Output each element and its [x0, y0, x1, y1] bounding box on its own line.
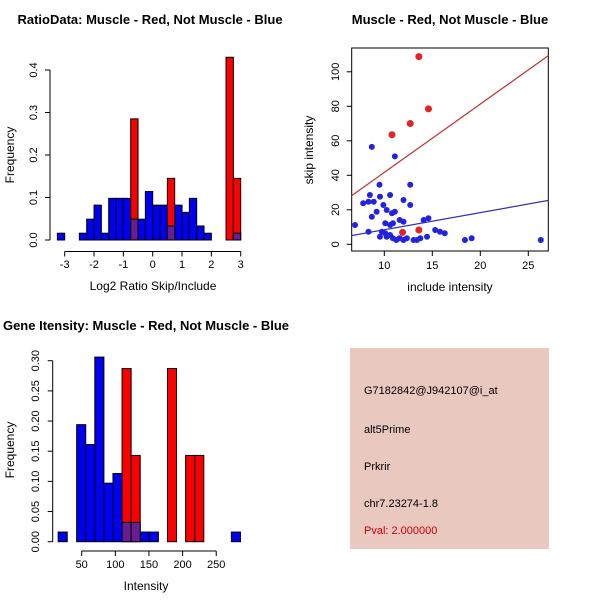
x-tick-label: 2 [208, 259, 215, 271]
blue-histogram-bar [153, 205, 160, 240]
blue-histogram-bar [204, 233, 211, 240]
data-point [401, 197, 407, 203]
x-tick-label: 200 [173, 559, 192, 571]
blue-histogram-bar [160, 205, 167, 240]
blue-histogram-bar [197, 226, 204, 240]
y-tick-label: 0.05 [30, 500, 42, 523]
pval-text: Pval: 2.000000 [364, 525, 438, 537]
data-point [387, 222, 393, 228]
probe-id-text: G7182842@J942107@i_at [364, 385, 498, 397]
x-tick-label: 25 [522, 260, 535, 272]
data-point [462, 237, 468, 243]
y-tick-label: 80 [330, 100, 342, 113]
x-axis-title: Log2 Ratio Skip/Include [89, 279, 217, 293]
blue-histogram-bar [138, 219, 145, 240]
blue-histogram-bar [175, 205, 182, 240]
data-point [377, 234, 383, 240]
data-point [407, 202, 413, 208]
gene-name-text: Prkrir [364, 461, 391, 473]
chart-title: Muscle - Red, Not Muscle - Blue [351, 12, 549, 27]
info-card [350, 348, 549, 549]
blue-histogram-bar [58, 532, 67, 542]
data-point [377, 194, 383, 200]
x-axis-title: include intensity [407, 280, 493, 294]
data-point [387, 192, 393, 198]
data-point [384, 207, 390, 213]
y-tick-label: 40 [330, 169, 342, 182]
x-tick-label: 250 [207, 559, 226, 571]
y-axis-title: Frequency [3, 421, 17, 479]
x-tick-label: 15 [426, 260, 439, 272]
data-point [415, 226, 422, 233]
data-point [415, 53, 422, 60]
y-tick-label: 0.2 [28, 147, 40, 163]
intensity-scatter-panel [300, 0, 600, 300]
x-tick-label: 3 [237, 259, 244, 271]
red-histogram-bar [195, 455, 204, 541]
x-tick-label: 50 [75, 559, 88, 571]
x-tick-label: 1 [178, 259, 186, 271]
data-point [407, 120, 414, 127]
data-point [369, 144, 375, 150]
data-point [401, 219, 407, 225]
blue-histogram-bar [57, 233, 64, 240]
x-tick-label: -3 [59, 259, 70, 271]
red-histogram-bar [122, 369, 131, 542]
overlap-histogram-bar [131, 219, 138, 240]
blue-histogram-bar [140, 532, 149, 542]
overlap-histogram-bar [167, 226, 174, 240]
locus-text: chr7.23274-1.8 [364, 498, 438, 510]
data-point [442, 230, 448, 236]
y-tick-label: 0.30 [30, 349, 42, 372]
red-points-group [388, 53, 431, 236]
blue-histogram-bar [149, 532, 158, 542]
blue-histogram-bar [86, 445, 95, 542]
overlap-histogram-bar [233, 233, 240, 240]
blue-histogram-bar [87, 219, 94, 240]
x-tick-label: 150 [139, 559, 159, 571]
plot-box [352, 48, 549, 251]
bars-group [58, 357, 240, 542]
blue-histogram-bar [113, 474, 122, 542]
red-histogram-bar [233, 178, 240, 240]
blue-histogram-bar [116, 198, 123, 240]
data-point [407, 182, 413, 188]
data-point [369, 214, 375, 220]
blue-histogram-bar [189, 198, 196, 240]
x-tick-label: -1 [118, 259, 129, 271]
y-tick-label: 0.15 [30, 440, 42, 462]
data-point [374, 209, 380, 215]
y-tick-label: 100 [330, 62, 342, 81]
data-point [365, 229, 371, 235]
x-tick-label: 10 [378, 260, 391, 272]
data-point [367, 192, 373, 198]
ratio-histogram-panel [0, 0, 300, 300]
x-tick-label: 0 [149, 259, 156, 271]
x-tick-label: 100 [106, 559, 125, 571]
blue-histogram-bar [109, 198, 116, 240]
data-point [380, 202, 386, 208]
blue-histogram-bar [77, 425, 86, 542]
data-point [421, 217, 427, 223]
y-tick-label: 0.25 [30, 380, 42, 402]
data-point [384, 234, 390, 240]
data-point [425, 105, 432, 112]
bars-group [57, 57, 240, 240]
data-point [424, 234, 430, 240]
y-tick-label: 0.0 [28, 232, 40, 248]
chart-title: Gene Itensity: Muscle - Red, Not Muscle - Blue [2, 318, 290, 333]
blue-histogram-bar [79, 233, 86, 240]
blue-histogram-bar [94, 205, 101, 240]
data-point [365, 199, 371, 205]
overlap-histogram-bar [131, 522, 140, 541]
red-histogram-bar [167, 369, 176, 542]
y-axis-title: Frequency [3, 126, 17, 184]
muscle-fit-line [351, 55, 550, 196]
blue-histogram-bar [95, 357, 104, 542]
y-tick-label: 0.4 [28, 62, 40, 78]
data-point [392, 153, 398, 159]
y-tick-label: 20 [330, 203, 342, 216]
blue-histogram-bar [123, 198, 130, 240]
data-point [401, 237, 407, 243]
red-histogram-bar [186, 455, 195, 541]
data-point [352, 222, 358, 228]
data-point [388, 131, 395, 138]
y-tick-label: 0.20 [30, 410, 42, 432]
data-point [393, 237, 399, 243]
data-point [414, 237, 420, 243]
y-tick-label: 0.1 [28, 189, 40, 206]
data-point [469, 235, 475, 241]
x-axis-title: Intensity [123, 579, 169, 593]
data-point [360, 200, 366, 206]
gene-intensity-histogram-panel [0, 300, 300, 600]
blue-histogram-bar [182, 212, 189, 240]
overlap-histogram-bar [122, 522, 131, 541]
x-tick-label: -2 [89, 259, 99, 271]
red-histogram-bar [226, 57, 233, 240]
y-tick-label: 0.00 [30, 530, 42, 553]
blue-histogram-bar [231, 532, 240, 542]
y-axis-title: skip intensity [302, 115, 316, 185]
data-point [538, 237, 544, 243]
data-point [399, 229, 406, 236]
blue-points-group [352, 144, 544, 243]
y-tick-label: 0 [330, 241, 342, 248]
chart-title: RatioData: Muscle - Red, Not Muscle - Blue [17, 12, 283, 27]
data-point [371, 199, 377, 205]
y-tick-label: 60 [330, 134, 342, 147]
fit-lines-group [351, 55, 550, 236]
y-tick-label: 0.10 [30, 470, 42, 493]
data-point [389, 210, 395, 216]
data-point [377, 182, 383, 188]
blue-histogram-bar [104, 483, 113, 542]
y-tick-label: 0.3 [28, 104, 40, 121]
x-tick-label: 20 [474, 260, 487, 272]
splice-type-text: alt5Prime [364, 424, 411, 436]
blue-histogram-bar [145, 192, 152, 240]
blue-histogram-bar [101, 233, 108, 240]
info-panel [300, 300, 600, 600]
